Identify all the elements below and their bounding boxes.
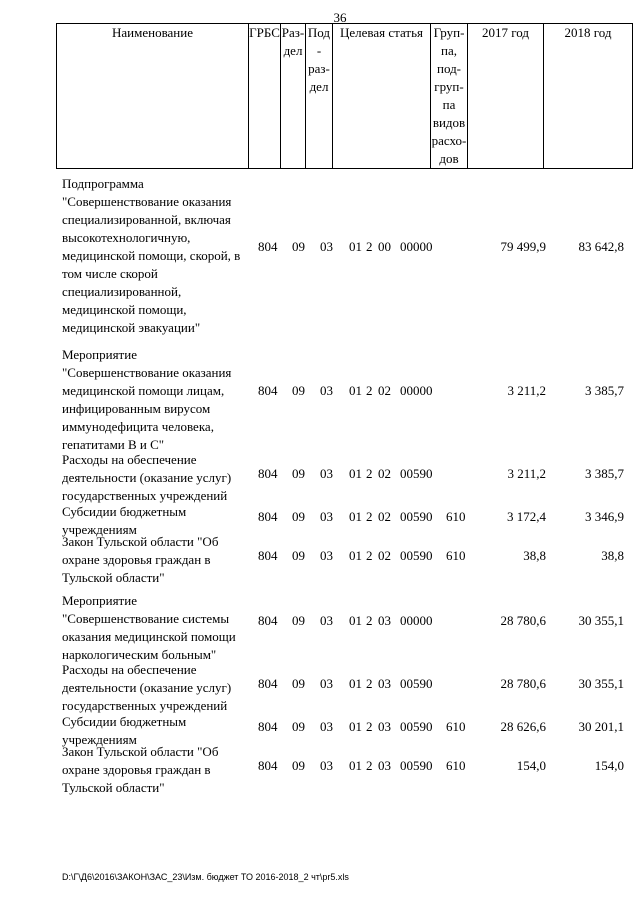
header-name: Наименование xyxy=(57,24,249,169)
amount-2018-cell: 30 201,1 xyxy=(578,719,624,734)
razdel-cell: 09 xyxy=(292,466,305,481)
target-program-cell: 01 xyxy=(349,676,362,691)
target-event-cell: 03 xyxy=(378,676,391,691)
grbs-cell: 804 xyxy=(258,758,278,773)
target-direction-cell: 00000 xyxy=(400,383,433,398)
grbs-cell: 804 xyxy=(258,239,278,254)
razdel-cell: 09 xyxy=(292,719,305,734)
target-direction-cell: 00590 xyxy=(400,719,433,734)
target-program-cell: 01 xyxy=(349,466,362,481)
row-name: Подпрограмма "Совершенствование оказания специализированной, включая высокотехнологичную, медицинской помощи, скорой, в том числе скорой специализированной, медицинской помощи, медицинской эвакуации" xyxy=(62,176,241,335)
grbs-cell: 804 xyxy=(258,509,278,524)
target-subprogram-cell: 2 xyxy=(366,719,373,734)
header-2018: 2018 год xyxy=(544,24,633,169)
row-name: Мероприятие "Совершенствование системы оказания медицинской помощи наркологическим больным" xyxy=(62,593,236,662)
podrazdel-cell: 03 xyxy=(320,719,333,734)
razdel-cell: 09 xyxy=(292,509,305,524)
row-name: Мероприятие "Совершенствование оказания медицинской помощи лицам, инфицированным вирусом иммунодефицита человека, гепатитами В и С" xyxy=(62,347,232,452)
razdel-cell: 09 xyxy=(292,758,305,773)
row-name: Закон Тульской области "Об охране здоровья граждан в Тульской области" xyxy=(62,534,219,585)
amount-2017-cell: 3 211,2 xyxy=(507,466,546,481)
target-direction-cell: 00590 xyxy=(400,466,433,481)
target-subprogram-cell: 2 xyxy=(366,676,373,691)
header-grbs: ГРБС xyxy=(249,24,281,169)
target-program-cell: 01 xyxy=(349,509,362,524)
razdel-cell: 09 xyxy=(292,613,305,628)
row-name: Закон Тульской области "Об охране здоровья граждан в Тульской области" xyxy=(62,744,219,795)
target-event-cell: 02 xyxy=(378,548,391,563)
grbs-cell: 804 xyxy=(258,676,278,691)
razdel-cell: 09 xyxy=(292,548,305,563)
podrazdel-cell: 03 xyxy=(320,758,333,773)
grbs-cell: 804 xyxy=(258,466,278,481)
razdel-cell: 09 xyxy=(292,239,305,254)
target-subprogram-cell: 2 xyxy=(366,383,373,398)
amount-2017-cell: 28 780,6 xyxy=(500,676,546,691)
target-subprogram-cell: 2 xyxy=(366,548,373,563)
target-event-cell: 03 xyxy=(378,719,391,734)
target-subprogram-cell: 2 xyxy=(366,758,373,773)
grbs-cell: 804 xyxy=(258,613,278,628)
target-subprogram-cell: 2 xyxy=(366,613,373,628)
header-vid: Груп- па, под- груп- па видов расхо- дов xyxy=(431,24,468,169)
expense-type-cell: 610 xyxy=(446,548,466,563)
grbs-cell: 804 xyxy=(258,383,278,398)
header-2017: 2017 год xyxy=(468,24,544,169)
amount-2018-cell: 30 355,1 xyxy=(578,613,624,628)
file-path: D:\Г\Д6\2016\ЗАКОН\ЗАС_23\Изм. бюджет ТО 2016-2018_2 чт\pr5.xls xyxy=(62,872,349,882)
target-subprogram-cell: 2 xyxy=(366,466,373,481)
target-direction-cell: 00590 xyxy=(400,509,433,524)
amount-2017-cell: 154,0 xyxy=(516,758,546,773)
target-event-cell: 03 xyxy=(378,613,391,628)
target-program-cell: 01 xyxy=(349,239,362,254)
amount-2018-cell: 3 385,7 xyxy=(585,383,624,398)
header-target: Целевая статья xyxy=(333,24,431,169)
podrazdel-cell: 03 xyxy=(320,239,333,254)
podrazdel-cell: 03 xyxy=(320,548,333,563)
amount-2017-cell: 28 626,6 xyxy=(500,719,546,734)
target-subprogram-cell: 2 xyxy=(366,239,373,254)
podrazdel-cell: 03 xyxy=(320,676,333,691)
podrazdel-cell: 03 xyxy=(320,509,333,524)
target-direction-cell: 00590 xyxy=(400,548,433,563)
grbs-cell: 804 xyxy=(258,548,278,563)
amount-2018-cell: 3 346,9 xyxy=(585,509,624,524)
amount-2017-cell: 28 780,6 xyxy=(500,613,546,628)
target-program-cell: 01 xyxy=(349,548,362,563)
amount-2018-cell: 83 642,8 xyxy=(578,239,624,254)
podrazdel-cell: 03 xyxy=(320,466,333,481)
amount-2018-cell: 38,8 xyxy=(601,548,624,563)
grbs-cell: 804 xyxy=(258,719,278,734)
amount-2018-cell: 30 355,1 xyxy=(578,676,624,691)
podrazdel-cell: 03 xyxy=(320,383,333,398)
header-podrazdel: Под- раз- дел xyxy=(306,24,333,169)
target-program-cell: 01 xyxy=(349,613,362,628)
row-name: Расходы на обеспечение деятельности (оказание услуг) государственных учреждений xyxy=(62,452,232,503)
amount-2017-cell: 38,8 xyxy=(523,548,546,563)
razdel-cell: 09 xyxy=(292,383,305,398)
expense-type-cell: 610 xyxy=(446,509,466,524)
target-event-cell: 02 xyxy=(378,383,391,398)
expense-type-cell: 610 xyxy=(446,758,466,773)
expense-type-cell: 610 xyxy=(446,719,466,734)
target-event-cell: 02 xyxy=(378,466,391,481)
target-subprogram-cell: 2 xyxy=(366,509,373,524)
target-program-cell: 01 xyxy=(349,758,362,773)
target-program-cell: 01 xyxy=(349,719,362,734)
podrazdel-cell: 03 xyxy=(320,613,333,628)
row-name: Расходы на обеспечение деятельности (оказание услуг) государственных учреждений xyxy=(62,662,232,713)
target-direction-cell: 00590 xyxy=(400,676,433,691)
page-number: 36 xyxy=(333,10,347,25)
target-direction-cell: 00000 xyxy=(400,239,433,254)
amount-2018-cell: 154,0 xyxy=(594,758,624,773)
amount-2017-cell: 3 211,2 xyxy=(507,383,546,398)
target-event-cell: 02 xyxy=(378,509,391,524)
target-direction-cell: 00000 xyxy=(400,613,433,628)
razdel-cell: 09 xyxy=(292,676,305,691)
target-direction-cell: 00590 xyxy=(400,758,433,773)
target-event-cell: 00 xyxy=(378,239,391,254)
amount-2017-cell: 3 172,4 xyxy=(507,509,546,524)
target-event-cell: 03 xyxy=(378,758,391,773)
row-name: Субсидии бюджетным учреждениям xyxy=(62,714,187,747)
target-program-cell: 01 xyxy=(349,383,362,398)
amount-2018-cell: 3 385,7 xyxy=(585,466,624,481)
row-name: Субсидии бюджетным учреждениям xyxy=(62,504,187,537)
table-header xyxy=(56,23,633,169)
amount-2017-cell: 79 499,9 xyxy=(500,239,546,254)
header-razdel: Раз- дел xyxy=(281,24,306,169)
